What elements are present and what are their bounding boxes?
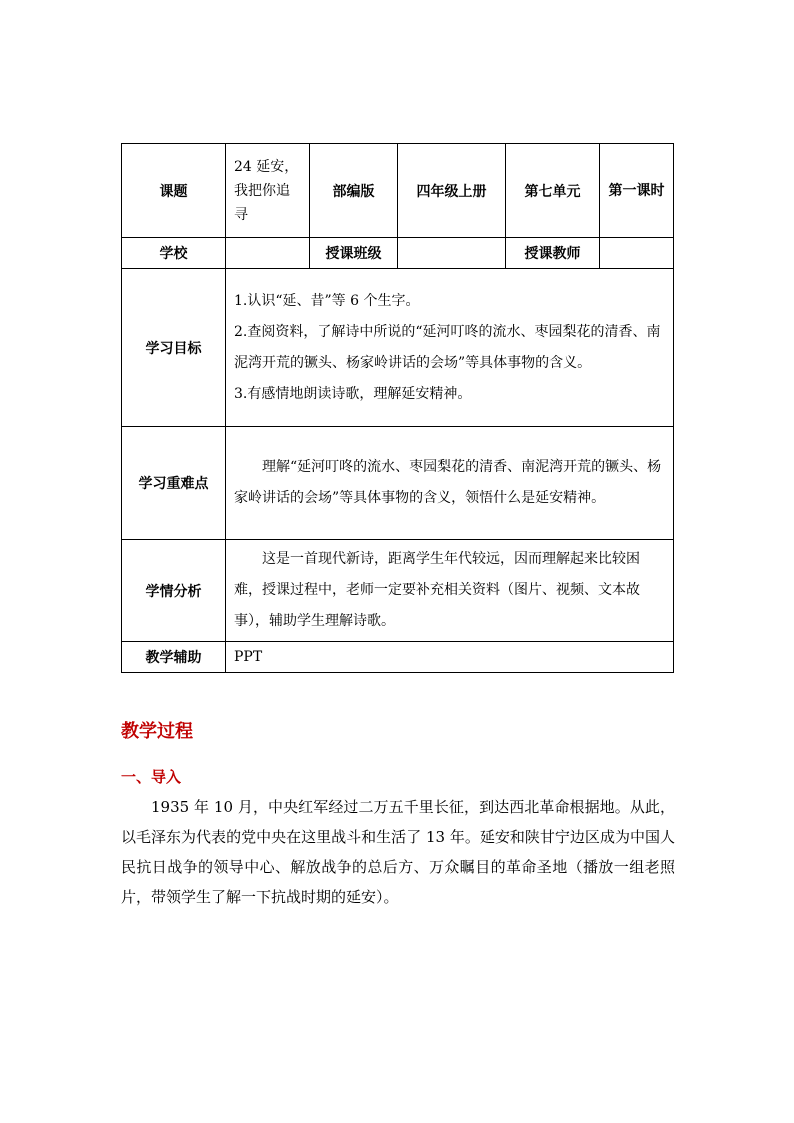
- teacher-label: 授课教师: [506, 238, 600, 269]
- grade-cell: 四年级上册: [398, 144, 506, 238]
- table-row-header: [122, 144, 674, 238]
- school-value: [226, 238, 310, 269]
- lesson-info-table: [121, 143, 674, 673]
- unit-cell: 第七单元: [506, 144, 600, 238]
- table-row-aids: [122, 642, 674, 673]
- topic-label: 课题: [122, 144, 226, 238]
- lesson-cell: 第一课时: [600, 144, 674, 238]
- goal-item: 3.有感情地朗读诗歌，理解延安精神。: [234, 385, 472, 402]
- goals-label: 学习目标: [122, 269, 226, 427]
- table-row-analysis: [122, 540, 674, 642]
- analysis-label: 学情分析: [122, 540, 226, 642]
- key-points-label: 学习重难点: [122, 427, 226, 540]
- analysis-content: 这是一首现代新诗，距离学生年代较远，因而理解起来比较困难，授课过程中，老师一定要补充相关资料（图片、视频、文本故事），辅助学生理解诗歌。: [226, 540, 674, 642]
- goals-content: [226, 269, 674, 427]
- teaching-process-title: 教学过程: [121, 721, 193, 742]
- class-label: 授课班级: [310, 238, 398, 269]
- goal-item: 1.认识“延、昔”等 6 个生字。: [234, 292, 420, 309]
- teacher-value: [600, 238, 674, 269]
- class-value: [398, 238, 506, 269]
- aids-value: PPT: [226, 642, 674, 673]
- table-row-key-points: [122, 427, 674, 540]
- edition-cell: 部编版: [310, 144, 398, 238]
- key-points-content: 理解“延河叮咚的流水、枣园梨花的清香、南泥湾开荒的镢头、杨家岭讲话的会场”等具体事物的含义，领悟什么是延安精神。: [226, 427, 674, 540]
- school-label: 学校: [122, 238, 226, 269]
- introduction-heading: 一、导入: [121, 768, 182, 786]
- aids-label: 教学辅助: [122, 642, 226, 673]
- table-row-school: [122, 238, 674, 269]
- goal-item: 2.查阅资料，了解诗中所说的“延河叮咚的流水、枣园梨花的清香、南泥湾开荒的镢头、杨家岭讲话的会场”等具体事物的含义。: [234, 323, 661, 371]
- table-row-goals: [122, 269, 674, 427]
- topic-value: 24 延安，我把你追寻: [226, 144, 310, 238]
- introduction-paragraph: 1935 年 10 月，中央红军经过二万五千里长征，到达西北革命根据地。从此，以毛泽东为代表的党中央在这里战斗和生活了 13 年。延安和陕甘宁边区成为中国人民抗日战争的领导中心、解放战争的总后方、万众瞩目的革命圣地（播放一组老照片，带领学生了解一下抗战时期的延安）。: [121, 798, 675, 906]
